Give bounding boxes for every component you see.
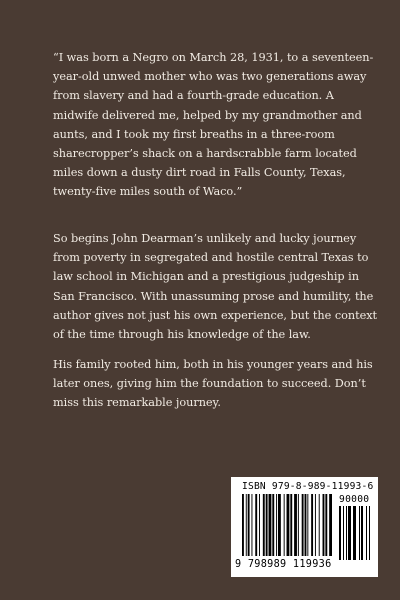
barcode-bar bbox=[298, 494, 299, 556]
price-addon-bars bbox=[339, 506, 373, 560]
barcode-bar bbox=[269, 494, 272, 556]
barcode-bar bbox=[329, 494, 332, 556]
barcode-bar bbox=[305, 494, 307, 556]
barcode-bar bbox=[343, 506, 344, 560]
barcode-bar bbox=[284, 494, 285, 556]
barcode-bar bbox=[251, 494, 252, 556]
barcode-bar bbox=[259, 494, 260, 556]
barcode-bar bbox=[255, 494, 257, 556]
barcode-bar bbox=[348, 506, 351, 560]
barcode-bar bbox=[366, 506, 367, 560]
barcode-bar bbox=[276, 494, 277, 556]
barcode-bar bbox=[369, 506, 370, 560]
barcode-bar bbox=[287, 494, 290, 556]
barcode-bar bbox=[263, 494, 265, 556]
barcode-bar bbox=[266, 494, 268, 556]
barcode-bar bbox=[307, 494, 308, 556]
isbn-barcode bbox=[231, 477, 378, 577]
barcode-bar bbox=[248, 494, 250, 556]
barcode-bar bbox=[353, 506, 356, 560]
isbn-label: ISBN 979-8-989-11993-6 bbox=[242, 481, 374, 492]
barcode-bar bbox=[272, 494, 274, 556]
barcode-bar bbox=[290, 494, 292, 556]
barcode-bar bbox=[325, 494, 327, 556]
barcode-bar bbox=[302, 494, 304, 556]
barcode-bar bbox=[323, 494, 325, 556]
opening-quote: “I was born a Negro on March 28, 1931, to a seventeen-year-old unwed mother who was two generations away from slavery and had a fourth-grade education. A midwife delivered me, helped by my grandmother and aunts, and I took my first breaths in a three-room sharecropper’s shack on a hardscrabble farm located miles down a dusty dirt road in Falls County, Texas, twenty-five miles south of Waco.” bbox=[53, 51, 374, 199]
price-code: 90000 bbox=[339, 494, 370, 505]
barcode-bar bbox=[339, 506, 341, 560]
barcode-bar bbox=[294, 494, 297, 556]
closing-paragraph: His family rooted him, both in his younger years and his later ones, giving him the foundation to succeed. Don’t miss this remarkable journey. bbox=[53, 358, 373, 410]
book-summary-paragraph: So begins John Dearman’s unlikely and lucky journey from poverty in segregated and hostile central Texas to law school in Michigan and a prestigious judgeship in San Francisco. With unassuming prose and humility, the author gives not just his own experience, but the context of the time through his knowledge of the law. bbox=[53, 232, 378, 342]
barcode-bar bbox=[359, 506, 360, 560]
barcode-bar bbox=[315, 494, 316, 556]
barcode-bar bbox=[319, 494, 320, 556]
barcode-bar bbox=[278, 494, 281, 556]
barcode-bar bbox=[242, 494, 244, 556]
ean-digits: 9 798989 119936 bbox=[235, 559, 332, 570]
ean-barcode-bars bbox=[242, 494, 332, 556]
barcode-bar bbox=[346, 506, 347, 560]
barcode-bar bbox=[246, 494, 247, 556]
barcode-bar bbox=[361, 506, 363, 560]
barcode-bar bbox=[311, 494, 313, 556]
